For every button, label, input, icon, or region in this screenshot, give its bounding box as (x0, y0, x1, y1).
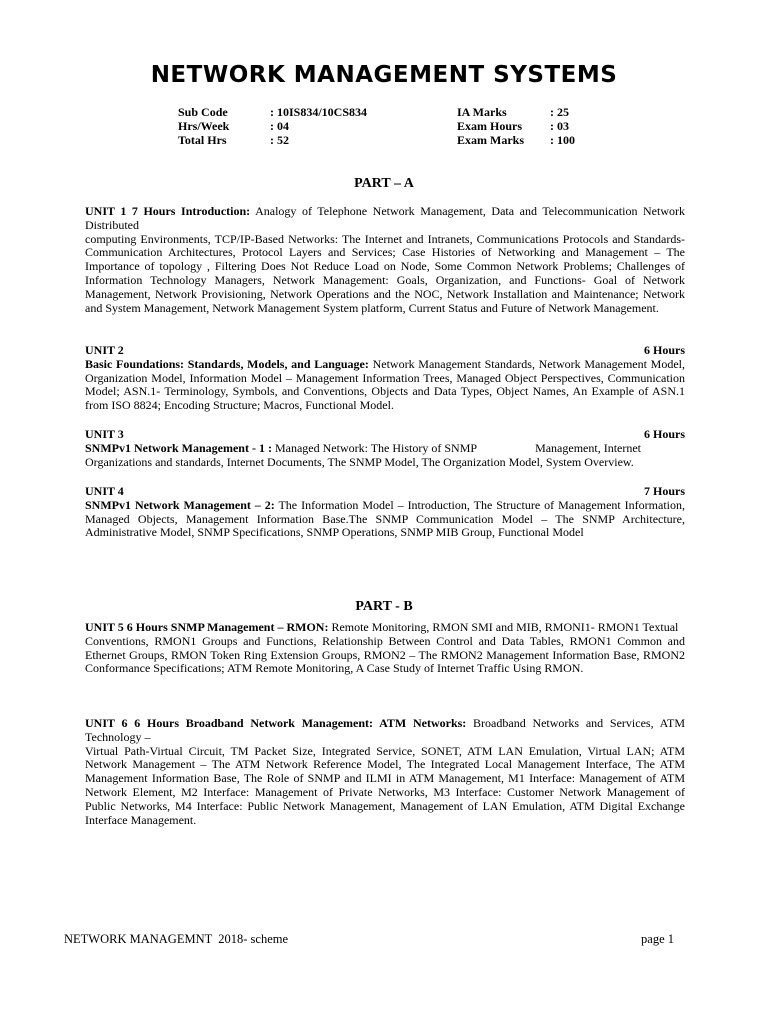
exam-marks-value: : 100 (550, 133, 575, 147)
unit-6-body (85, 717, 685, 745)
part-b-heading: PART - B (355, 599, 413, 614)
course-meta (178, 105, 598, 147)
exam-hours-label: Exam Hours (457, 119, 523, 133)
ia-marks-value: : 25 (550, 105, 569, 119)
page-number: page 1 (641, 932, 674, 946)
page-footer (64, 932, 674, 947)
unit-2-body (85, 358, 685, 413)
unit-1 (85, 205, 685, 315)
unit-5-body (85, 621, 685, 635)
unit-3-hours: 6 Hours (643, 427, 685, 441)
unit-3-heading: SNMPv1 Network Management - 1 : (85, 440, 272, 455)
unit-3-text-b: Management, Internet (535, 440, 642, 455)
unit-6-body-cont: Virtual Path-Virtual Circuit, TM Packet Size, Integrated Service, SONET, ATM LAN Emulation, Virtual LAN; ATM Network Management – The ATM Network Reference Model, The Integrated Local Management Interface, The ATM Management Information Base, The Role of SNMP and ILMI in ATM Management, M1 Interface: Management of ATM Network Element, M2 Interface: Management of Private Networks, M3 Interface: Customer Network Management of Public Networks, M4 Interface: Public Network Management, Management of LAN Emulation, ATM Digital Exchange Interface Management. (85, 743, 685, 827)
ia-marks-label: IA Marks (457, 105, 507, 119)
hrs-week-value: : 04 (270, 119, 289, 133)
page-title: NETWORK MANAGEMENT SYSTEMS (150, 62, 618, 88)
unit-3-text: Managed Network: The History of SNMP (271, 440, 478, 455)
unit-4-text: The Information Model – Introduction, The Structure of Management Information, Managed Objects, Management Information Base.The SNMP Communication Model – The SNMP Architecture, Administrative Model, SNMP Specifications, SNMP Operations, SNMP MIB Group, Functional Model (85, 497, 685, 540)
unit-2-heading: Basic Foundations: Standards, Models, and Language: (85, 356, 369, 371)
unit-2 (85, 344, 685, 413)
unit-4 (85, 485, 685, 540)
unit-4-body (85, 499, 685, 540)
unit-3 (85, 428, 685, 469)
unit-5-text: Remote Monitoring, RMON SMI and MIB, RMONI1- RMON1 Textual (328, 620, 679, 634)
meta-row (178, 105, 598, 119)
unit-4-heading: SNMPv1 Network Management – 2: (85, 497, 275, 512)
part-a-heading: PART – A (354, 176, 414, 191)
unit-3-body (85, 442, 685, 456)
unit-3-header (85, 428, 685, 442)
meta-row (178, 119, 598, 133)
hrs-week-label: Hrs/Week (178, 119, 230, 133)
unit-5-heading: UNIT 5 6 Hours SNMP Management – RMON: (85, 620, 329, 634)
unit-4-header (85, 485, 685, 499)
exam-marks-label: Exam Marks (457, 133, 524, 147)
unit-3-label: UNIT 3 (85, 427, 124, 441)
unit-4-hours: 7 Hours (643, 484, 685, 498)
unit-1-body (85, 205, 685, 233)
total-hrs-value: : 52 (270, 133, 289, 147)
unit-2-hours: 6 Hours (643, 343, 685, 357)
unit-1-heading: UNIT 1 7 Hours Introduction: (85, 204, 251, 218)
unit-1-text: Analogy of Telephone Network Management, Data and Telecommunication Network Distributed (85, 204, 685, 232)
unit-2-text: Network Management Standards, Network Management Model, Organization Model, Information Model – Management Information Trees, Managed Object Perspectives, Communication Model; ASN.1- Terminology, Symbols, and Conventions, Objects and Data Types, Object Names, An Example of ASN.1 from ISO 8824; Encoding Structure; Macros, Functional Model. (85, 356, 685, 413)
unit-3-body-cont: Organizations and standards, Internet Documents, The SNMP Model, The Organization Model, System Overview. (85, 454, 634, 469)
footer-title: NETWORK MANAGEMNT 2018- scheme (64, 932, 289, 946)
sub-code-label: Sub Code (178, 105, 228, 119)
unit-6-text: Broadband Networks and Services, ATM Technology – (85, 716, 685, 744)
sub-code-value: : 10IS834/10CS834 (270, 105, 368, 119)
unit-1-body-cont: computing Environments, TCP/IP-Based Networks: The Internet and Intranets, Communications Protocols and Standards- Communication Architectures, Protocol Layers and Services; Case Histories of Networking and Management – The Importance of topology , Filtering Does Not Reduce Load on Node, Some Common Network Problems; Challenges of Information Technology Managers, Network Management: Goals, Organization, and Functions- Goal of Network Management, Network Provisioning, Network Operations and the NOC, Network Installation and Maintenance; Network and System Management, Network Management System platform, Current Status and Future of Network Management. (85, 231, 685, 315)
unit-5-body-cont: Conventions, RMON1 Groups and Functions, Relationship Between Control and Data Tables, RMON1 Common and Ethernet Groups, RMON Token Ring Extension Groups, RMON2 – The RMON2 Management Information Base, RMON2 Conformance Specifications; ATM Remote Monitoring, A Case Study of Internet Traffic Using RMON. (85, 633, 685, 676)
meta-row (178, 133, 598, 147)
unit-4-label: UNIT 4 (85, 484, 124, 498)
exam-hours-value: : 03 (550, 119, 569, 133)
unit-5 (85, 621, 685, 676)
unit-2-header (85, 344, 685, 358)
unit-2-label: UNIT 2 (85, 343, 124, 357)
unit-6 (85, 717, 685, 827)
total-hrs-label: Total Hrs (178, 133, 227, 147)
unit-6-heading: UNIT 6 6 Hours Broadband Network Management: ATM Networks: (85, 716, 467, 730)
